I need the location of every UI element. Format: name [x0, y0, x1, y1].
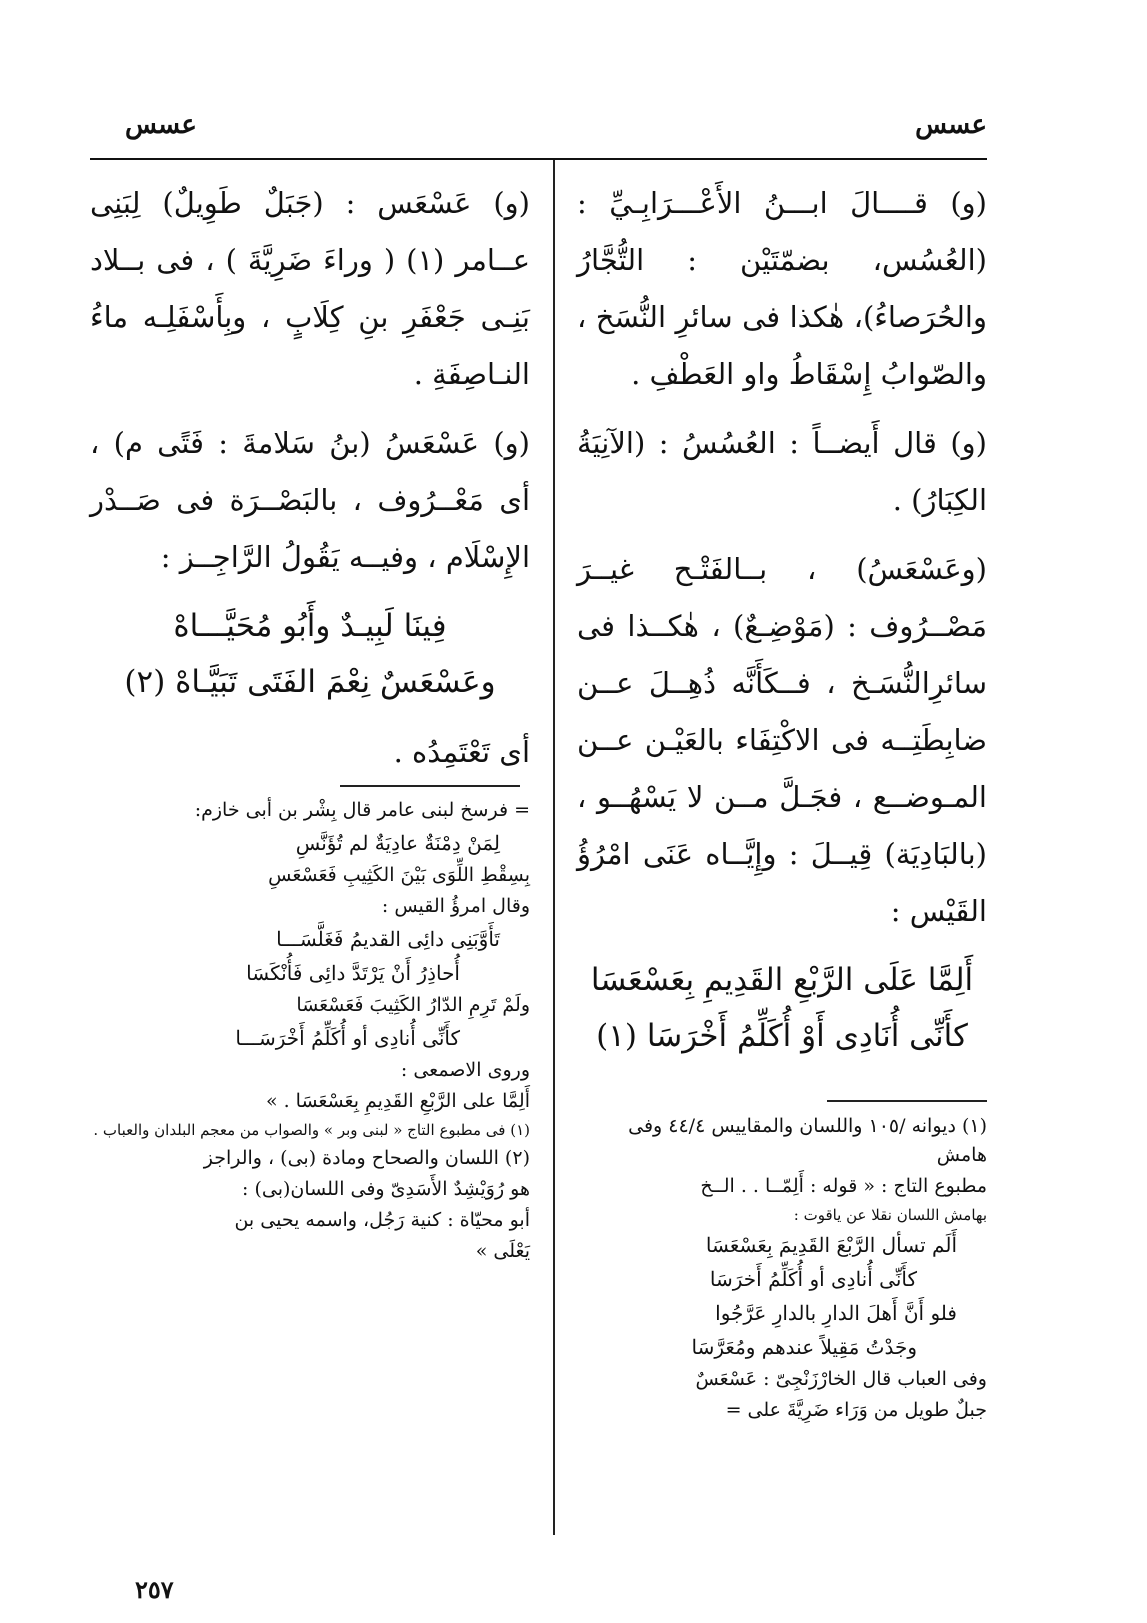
footnote-verse: ولَمْ تَرِمِ الدّارُ الكَثِيبَ فَعَسْعَسَا — [296, 994, 530, 1016]
right-column — [577, 175, 987, 1078]
footnote-line: = فرسخ لبنى عامر قال بِشْر بن أبى خازم: — [194, 799, 530, 821]
verse-line: فِينَا لَبِيـدٌ وأَبُو مُحَيَّـــاهْ — [173, 608, 447, 644]
footnote-line: (٢) اللسان والصحاح ومادة (بى) ، والراجز — [203, 1147, 530, 1169]
footnote-verse: كأَنِّى أُنادِى أو أُكَلِّمُ أَخرَسَا — [709, 1267, 917, 1291]
entry-paragraph: (وعَسْعَسُ) ، بــالفَتْـح غيــرَ مَصْــرُوف : (مَوْضِـعٌ) ، هٰكــذا فى سائرِالنُّسَـخ ، فــكَأَنَّه ذُهِــلَ عــن ضابِطَتِــه فى الاكْتِفَاء بالعَيْـن عــن المـوضــع ، فجَـلَّ مــن لا يَسْهُــو ، (بالبَادِيَة) قِيــلَ : وإِيَّــاه عَنَى امْرُؤُ القَيْس : — [577, 552, 987, 928]
running-head-left: عسس — [125, 110, 197, 140]
left-column — [90, 175, 530, 793]
footnote-note: (١) فى مطبوع التاج « لبنى وبر » والصواب من معجم البلدان والعباب . — [93, 1121, 530, 1139]
footnote-verse: فلو أَنَّ أَهلَ الدارِ بالدارِ عَرَّجُوا — [715, 1301, 957, 1325]
footnote-line: أبو محيّاة : كنية رَجُل، واسمه يحيى بن — [234, 1209, 530, 1231]
verse-line: كأَنِّى أُنَادِى أَوْ أُكَلِّمُ أَخْرَسَا (١) — [596, 1018, 968, 1054]
entry-paragraph: (و) قال أَيضــاً : العُسُسُ : (الآنِيَةُ الكِبَارُ) . — [577, 426, 987, 517]
page-number: ٢٥٧ — [135, 1575, 174, 1604]
right-footnotes — [577, 1112, 987, 1427]
verse-block — [577, 952, 987, 1064]
footnote-line: هو رُوَيْشِدٌ الأَسَدِىّ وفى اللسان(بى) : — [242, 1178, 530, 1200]
verse-line: وعَسْعَسٌ نِعْمَ الفَتَى تَبَيَّـاهْ (٢) — [124, 664, 496, 700]
footnote-verse: تَأَوَّبَنِى دائِى القديمُ فَغَلَّسَـــا — [276, 927, 500, 951]
running-head-right: عسس — [915, 110, 987, 140]
footnote-line: وقال امرؤُ القيس : — [381, 895, 530, 917]
footnote-verse: كأَنِّى أُنادِى أو أُكَلِّمُ أَخْرَسَـــا — [235, 1026, 460, 1050]
footnote-verse: أَلَم تسأل الرَّبْعَ القَدِيمَ بِعَسْعَسَا — [705, 1233, 957, 1257]
entry-paragraph: (و) عَسْعَسُ (بنُ سَلامةَ : فَتًى م) ، أى مَعْــرُوف ، بالبَصْــرَة فى صَــدْر الإِسْلَام ، وفيــه يَقُولُ الرَّاجِــز : — [90, 426, 530, 574]
footnote-line: جبلٌ طويل من وَرَاء ضَرِيَّةَ على = — [725, 1399, 987, 1421]
footnote-line: (١) ديوانه /١٠٥ واللسان والمقاييس ٤٤/٤ وفى هامش — [628, 1115, 987, 1166]
column-divider — [553, 160, 555, 1535]
entry-paragraph: (و) قــــالَ ابـــنُ الأَعْـــرَابِـيِّ : (العُسُس، بضمّتَيْن : التُّجَّارُ والحُرَصاءُ)، هٰكذا فى سائرِ النُّسَخ ، والصّوابُ إِسْقَاطُ واو العَطْفِ . — [577, 186, 987, 391]
entry-paragraph: (و) عَسْعَس : (جَبَلٌ طَوِيلٌ) لِبَنِى عــامر (١) ( وراءَ ضَرِيَّةَ ) ، فى بــلاد بَنِـى جَعْفَرِ بنِ كِلَابٍ ، وبِأَسْفَلِـه ماءُ النـاصِفَةِ . — [90, 186, 530, 391]
verse-line: أَلِمَّا عَلَى الرَّبْعِ القَدِيمِ بِعَسْعَسَا — [590, 962, 974, 998]
entry-paragraph: أى تَعْتَمِدُه . — [393, 735, 530, 769]
footnote-line: يَعْلَى » — [475, 1240, 530, 1262]
footnote-line: مطبوع التاج : « قوله : أَلِمّــا . . الــخ — [700, 1175, 987, 1197]
footnote-rule — [340, 785, 520, 787]
header-rule — [90, 158, 987, 160]
footnote-verse: وجَدْتُ مَقِيلاً عندهم ومُعَرَّسَا — [691, 1335, 917, 1359]
footnote-verse: أُحاذِرُ أَنْ يَرْتَدَّ دائِى فَأُنْكَسَا — [246, 961, 460, 985]
footnote-line: وفى العباب قال الخارْزَنْجِىّ : عَسْعَسٌ — [695, 1368, 987, 1390]
footnote-verse: لِمَنْ دِمْنَةٌ عادِيَةٌ لم تُؤَنَّسِ — [295, 831, 500, 855]
verse-block — [90, 598, 530, 710]
left-footnotes — [70, 796, 530, 1268]
footnote-line: وروى الاصمعى : — [400, 1059, 530, 1081]
footnote-verse: أَلِمَّا على الرَّبْعِ القَدِيمِ بِعَسْعَسَا . » — [265, 1090, 530, 1112]
footnote-rule — [827, 1100, 987, 1102]
footnote-line: بهامش اللسان نقلا عن ياقوت : — [793, 1206, 987, 1224]
footnote-verse: بِسِقْطِ اللِّوَى بَيْنَ الكَثِيبِ فَعَسْعَسِ — [268, 864, 530, 886]
